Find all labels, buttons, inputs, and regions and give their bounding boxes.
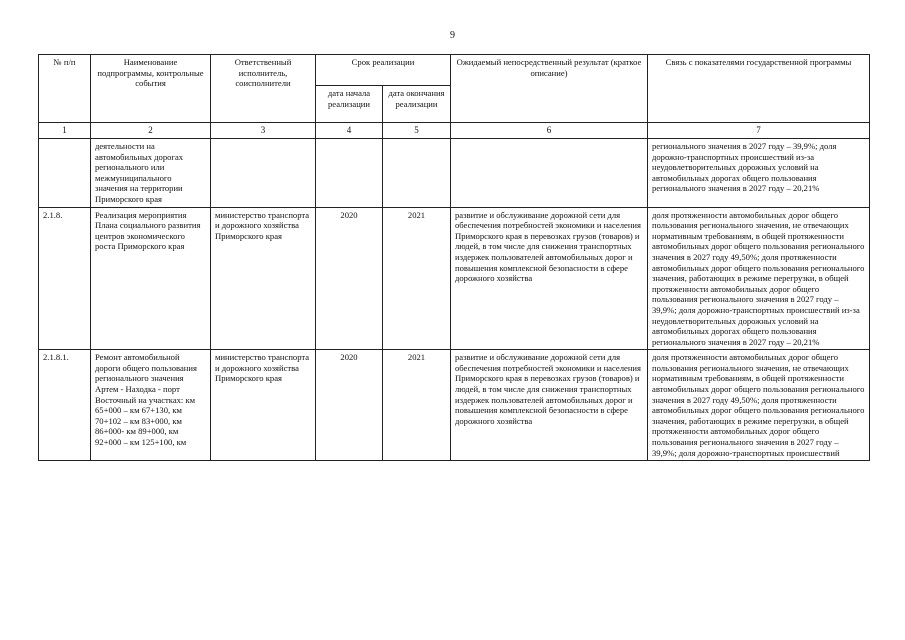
- col-number: 7: [648, 123, 870, 139]
- page-number: 9: [450, 30, 455, 41]
- row-link: доля протяженности автомобильных дорог общего пользования регионального значения, не отвечающих нормативным требованиям, в общей протяженности автомобильных дорог общего пользования регионального значения в 2027 году 49,50%; доля протяженности автомобильных дорог общего пользования регионального значения, работающих в режиме перегрузки, в общей протяженности автомобильных дорог общего пользования регионального значения в 2027 году – 39,9%; доля дорожно-транспортных происшествий из-за неудовлетворительных дорожных условий на автомобильных дорогах общего пользования регионального значения в 2027 году – 20,21%: [648, 207, 870, 350]
- header-num: № п/п: [39, 55, 91, 123]
- row-start-date: 2020: [316, 207, 383, 350]
- row-responsible: министерство транспорта и дорожного хозяйства Приморского края: [211, 207, 316, 350]
- row-start-date: 2020: [316, 350, 383, 461]
- table-row: [39, 207, 870, 350]
- header-result: Ожидаемый непосредственный результат (краткое описание): [451, 55, 648, 123]
- col-number: 2: [91, 123, 211, 139]
- col-number: 1: [39, 123, 91, 139]
- row-end-date: 2021: [383, 207, 451, 350]
- header-name: Наименование подпрограммы, контрольные события: [91, 55, 211, 123]
- column-number-row: [39, 123, 870, 139]
- row-num: [39, 139, 91, 208]
- row-start-date: [316, 139, 383, 208]
- row-num: 2.1.8.: [39, 207, 91, 350]
- header-responsible: Ответственный исполнитель, соисполнители: [211, 55, 316, 123]
- row-num: 2.1.8.1.: [39, 350, 91, 461]
- row-name: деятельности на автомобильных дорогах регионального или межмуниципального значения на территории Приморского края: [91, 139, 211, 208]
- row-result: развитие и обслуживание дорожной сети для обеспечения потребностей экономики и населения Приморского края в перевозках грузов (товаров) и людей, в том числе для снижения транспортных издержек пользователей автомобильных дорог и повышения комплексной безопасности в сфере дорожного хозяйства: [451, 207, 648, 350]
- col-number: 4: [316, 123, 383, 139]
- row-result: развитие и обслуживание дорожной сети для обеспечения потребностей экономики и населения Приморского края в перевозках грузов (товаров) и людей, в том числе для снижения транспортных издержек пользователей автомобильных дорог и повышения комплексной безопасности в сфере дорожного хозяйства: [451, 350, 648, 461]
- header-link: Связь с показателями государственной программы: [648, 55, 870, 123]
- row-link: доля протяженности автомобильных дорог общего пользования регионального значения, не отвечающих нормативным требованиям, в общей протяженности автомобильных дорог общего пользования регионального значения в 2027 году 49,50%; доля протяженности автомобильных дорог общего пользования регионального значения, работающих в режиме перегрузки, в общей протяженности автомобильных дорог общего пользования регионального значения в 2027 году – 39,9%; доля дорожно-транспортных происшествий: [648, 350, 870, 461]
- header-period: Срок реализации: [316, 55, 451, 86]
- col-number: 5: [383, 123, 451, 139]
- program-events-table: [38, 54, 870, 461]
- row-end-date: [383, 139, 451, 208]
- row-result: [451, 139, 648, 208]
- header-end-date: дата окончания реализации: [383, 86, 451, 123]
- table-row: [39, 139, 870, 208]
- row-link: регионального значения в 2027 году – 39,9%; доля дорожно-транспортных происшествий из-за неудовлетворительных дорожных условий на автомобильных дорогах общего пользования регионального значения в 2027 году – 20,21%: [648, 139, 870, 208]
- row-responsible: [211, 139, 316, 208]
- header-start-date: дата начала реализации: [316, 86, 383, 123]
- col-number: 3: [211, 123, 316, 139]
- row-responsible: министерство транспорта и дорожного хозяйства Приморского края: [211, 350, 316, 461]
- row-name: Реализация мероприятия Плана социального развития центров экономического роста Приморского края: [91, 207, 211, 350]
- table-header: [39, 55, 870, 139]
- row-end-date: 2021: [383, 350, 451, 461]
- row-name: Ремонт автомобильной дороги общего пользования регионального значения Артем - Находка - порт Восточный на участках: км 65+000 – км 67+130, км 70+102 – км 83+000, км 86+000- км 89+000, км 92+000 – км 125+100, км: [91, 350, 211, 461]
- table-row: [39, 350, 870, 461]
- col-number: 6: [451, 123, 648, 139]
